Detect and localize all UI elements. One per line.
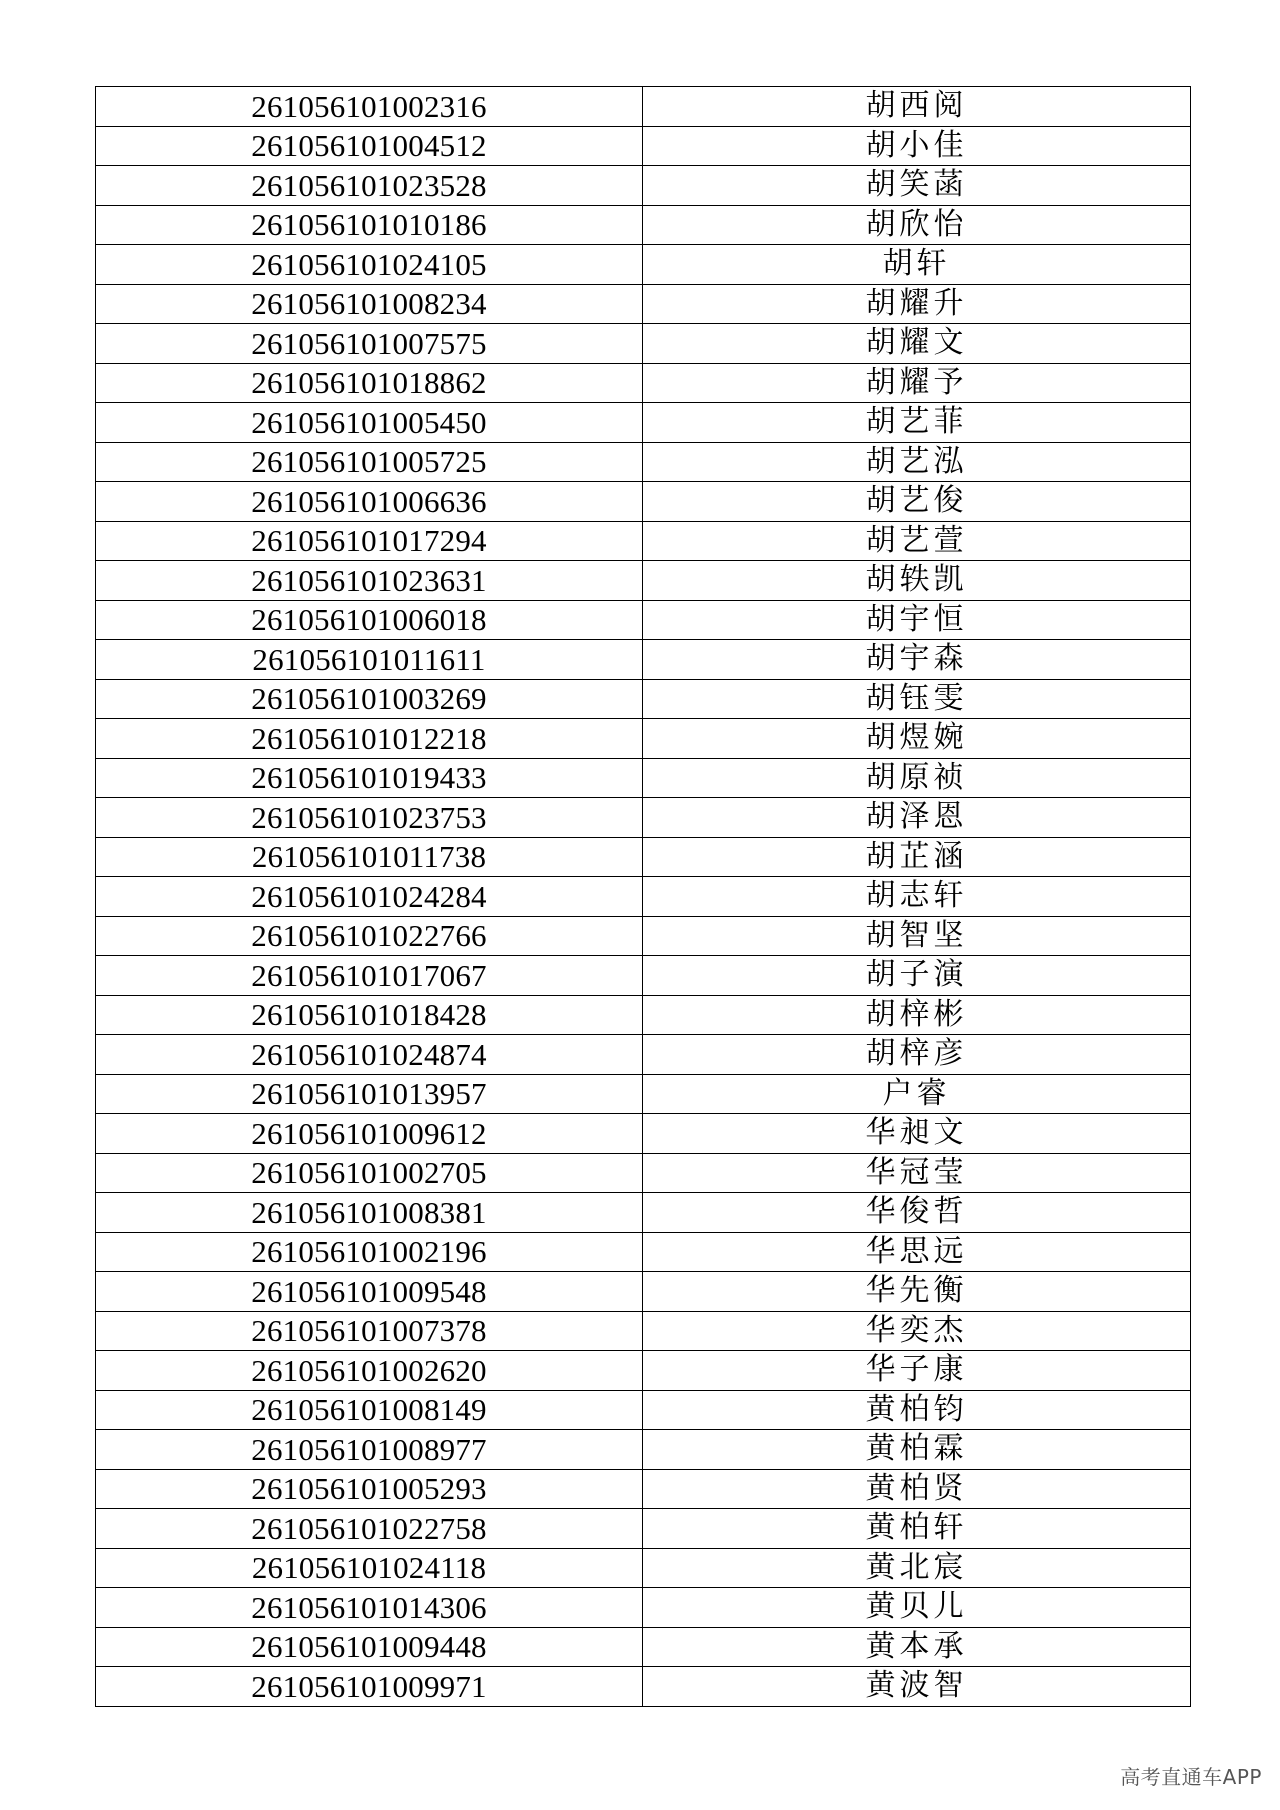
candidate-id-cell: 261056101024105 <box>96 245 643 285</box>
candidate-id-cell: 261056101022758 <box>96 1509 643 1549</box>
table-row <box>96 1509 1191 1549</box>
candidate-name-cell: 华先衡 <box>643 1272 1191 1312</box>
candidate-name-cell: 黄柏贤 <box>643 1469 1191 1509</box>
candidate-id-cell: 261056101023631 <box>96 561 643 601</box>
candidate-name-cell: 胡艺菲 <box>643 403 1191 443</box>
table-row <box>96 916 1191 956</box>
candidate-id-cell: 261056101023753 <box>96 798 643 838</box>
candidate-name-cell: 胡艺萱 <box>643 521 1191 561</box>
table-row <box>96 719 1191 759</box>
candidate-id-cell: 261056101002620 <box>96 1351 643 1391</box>
candidate-name-cell: 黄北宸 <box>643 1548 1191 1588</box>
candidate-id-cell: 261056101008977 <box>96 1430 643 1470</box>
candidate-name-cell: 胡宇恒 <box>643 600 1191 640</box>
table-row <box>96 837 1191 877</box>
table-row <box>96 600 1191 640</box>
candidate-id-cell: 261056101004512 <box>96 126 643 166</box>
table-row <box>96 403 1191 443</box>
table-row <box>96 1114 1191 1154</box>
candidate-name-cell: 华昶文 <box>643 1114 1191 1154</box>
candidate-id-cell: 261056101024118 <box>96 1548 643 1588</box>
candidate-name-cell: 黄波智 <box>643 1667 1191 1707</box>
watermark-text: 高考直通车APP <box>1120 1765 1262 1789</box>
candidate-name-cell: 胡耀升 <box>643 284 1191 324</box>
candidate-name-cell: 胡宇森 <box>643 640 1191 680</box>
table-row <box>96 1430 1191 1470</box>
table-row <box>96 1351 1191 1391</box>
candidate-id-cell: 261056101002316 <box>96 87 643 127</box>
candidate-name-cell: 胡煜婉 <box>643 719 1191 759</box>
candidate-id-cell: 261056101005450 <box>96 403 643 443</box>
candidate-id-cell: 261056101003269 <box>96 679 643 719</box>
candidate-id-cell: 261056101017067 <box>96 956 643 996</box>
candidate-name-cell: 黄贝儿 <box>643 1588 1191 1628</box>
table-row <box>96 640 1191 680</box>
table-row <box>96 1548 1191 1588</box>
table-row <box>96 1074 1191 1114</box>
candidate-name-cell: 胡艺泓 <box>643 442 1191 482</box>
candidate-id-cell: 261056101018428 <box>96 995 643 1035</box>
table-row <box>96 87 1191 127</box>
candidate-name-cell: 胡钰雯 <box>643 679 1191 719</box>
candidate-name-cell: 胡西阅 <box>643 87 1191 127</box>
table-row <box>96 521 1191 561</box>
candidate-name-cell: 胡梓彦 <box>643 1035 1191 1075</box>
candidate-id-cell: 261056101009971 <box>96 1667 643 1707</box>
candidate-id-cell: 261056101002705 <box>96 1153 643 1193</box>
candidate-id-cell: 261056101010186 <box>96 205 643 245</box>
table-row <box>96 166 1191 206</box>
table-row <box>96 126 1191 166</box>
candidate-id-cell: 261056101008381 <box>96 1193 643 1233</box>
table-row <box>96 1469 1191 1509</box>
candidate-id-cell: 261056101014306 <box>96 1588 643 1628</box>
table-row <box>96 442 1191 482</box>
candidate-name-cell: 华冠莹 <box>643 1153 1191 1193</box>
candidate-id-cell: 261056101024874 <box>96 1035 643 1075</box>
table-row <box>96 324 1191 364</box>
candidate-id-cell: 261056101017294 <box>96 521 643 561</box>
candidate-name-cell: 胡泽恩 <box>643 798 1191 838</box>
table-row <box>96 956 1191 996</box>
candidate-name-cell: 华思远 <box>643 1232 1191 1272</box>
table-row <box>96 1272 1191 1312</box>
candidate-name-cell: 胡梓彬 <box>643 995 1191 1035</box>
table-row <box>96 1390 1191 1430</box>
table-row <box>96 205 1191 245</box>
table-row <box>96 1035 1191 1075</box>
candidate-table-body <box>96 87 1191 1707</box>
candidate-name-cell: 胡轶凯 <box>643 561 1191 601</box>
candidate-name-cell: 华子康 <box>643 1351 1191 1391</box>
table-row <box>96 995 1191 1035</box>
table-row <box>96 363 1191 403</box>
candidate-name-cell: 胡艺俊 <box>643 482 1191 522</box>
candidate-name-cell: 户睿 <box>643 1074 1191 1114</box>
candidate-id-cell: 261056101022766 <box>96 916 643 956</box>
table-row <box>96 758 1191 798</box>
candidate-name-cell: 胡耀文 <box>643 324 1191 364</box>
table-row <box>96 1232 1191 1272</box>
candidate-id-cell: 261056101005293 <box>96 1469 643 1509</box>
candidate-name-cell: 黄柏钧 <box>643 1390 1191 1430</box>
table-row <box>96 482 1191 522</box>
candidate-table <box>95 86 1191 1707</box>
table-row <box>96 284 1191 324</box>
candidate-id-cell: 261056101024284 <box>96 877 643 917</box>
candidate-name-cell: 华奕杰 <box>643 1311 1191 1351</box>
table-row <box>96 1667 1191 1707</box>
candidate-id-cell: 261056101013957 <box>96 1074 643 1114</box>
candidate-name-cell: 黄柏霖 <box>643 1430 1191 1470</box>
candidate-id-cell: 261056101002196 <box>96 1232 643 1272</box>
table-row <box>96 1311 1191 1351</box>
candidate-name-cell: 胡智坚 <box>643 916 1191 956</box>
table-row <box>96 1588 1191 1628</box>
candidate-id-cell: 261056101019433 <box>96 758 643 798</box>
table-row <box>96 798 1191 838</box>
candidate-name-cell: 胡耀予 <box>643 363 1191 403</box>
candidate-id-cell: 261056101012218 <box>96 719 643 759</box>
candidate-name-cell: 胡子演 <box>643 956 1191 996</box>
table-row <box>96 245 1191 285</box>
candidate-id-cell: 261056101009548 <box>96 1272 643 1312</box>
candidate-name-cell: 胡轩 <box>643 245 1191 285</box>
candidate-name-cell: 胡笑菡 <box>643 166 1191 206</box>
candidate-id-cell: 261056101007378 <box>96 1311 643 1351</box>
candidate-id-cell: 261056101023528 <box>96 166 643 206</box>
table-row <box>96 561 1191 601</box>
table-row <box>96 1627 1191 1667</box>
table-row <box>96 877 1191 917</box>
candidate-name-cell: 胡原祯 <box>643 758 1191 798</box>
table-row <box>96 1153 1191 1193</box>
candidate-id-cell: 261056101006018 <box>96 600 643 640</box>
candidate-id-cell: 261056101006636 <box>96 482 643 522</box>
candidate-name-cell: 黄本承 <box>643 1627 1191 1667</box>
candidate-name-cell: 胡欣怡 <box>643 205 1191 245</box>
candidate-id-cell: 261056101009448 <box>96 1627 643 1667</box>
candidate-name-cell: 黄柏轩 <box>643 1509 1191 1549</box>
candidate-id-cell: 261056101007575 <box>96 324 643 364</box>
candidate-id-cell: 261056101018862 <box>96 363 643 403</box>
candidate-name-cell: 华俊哲 <box>643 1193 1191 1233</box>
table-row <box>96 1193 1191 1233</box>
candidate-id-cell: 261056101011611 <box>96 640 643 680</box>
candidate-id-cell: 261056101009612 <box>96 1114 643 1154</box>
candidate-id-cell: 261056101005725 <box>96 442 643 482</box>
candidate-id-cell: 261056101008234 <box>96 284 643 324</box>
candidate-name-cell: 胡芷涵 <box>643 837 1191 877</box>
candidate-id-cell: 261056101008149 <box>96 1390 643 1430</box>
table-row <box>96 679 1191 719</box>
candidate-id-cell: 261056101011738 <box>96 837 643 877</box>
candidate-name-cell: 胡小佳 <box>643 126 1191 166</box>
candidate-name-cell: 胡志轩 <box>643 877 1191 917</box>
